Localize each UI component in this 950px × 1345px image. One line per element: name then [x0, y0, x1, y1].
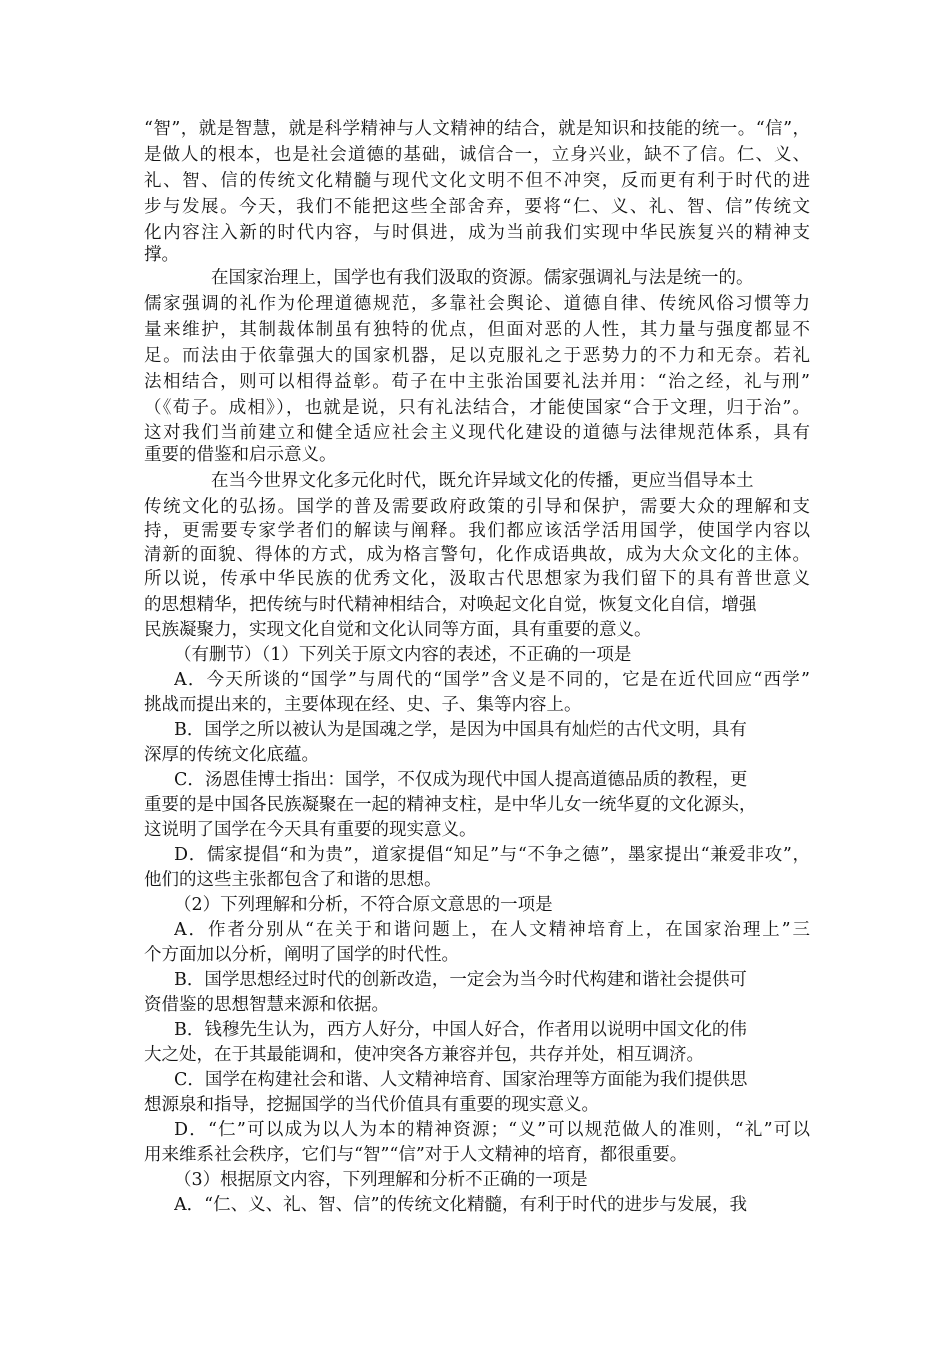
- option-line: A．今天所谈的“国学”与周代的“国学”含义是不同的，它是在近代回应“西学”: [174, 670, 810, 690]
- text-line: 礼、智、信的传统文化精髓与现代文化文明不但不冲突，反而更有利于时代的进: [144, 171, 810, 191]
- option-line: 他们的这些主张都包含了和谐的思想。: [144, 870, 442, 890]
- question-heading: （3）根据原文内容，下列理解和分析不正确的一项是: [174, 1170, 588, 1190]
- text-line: 化内容注入新的时代内容，与时俱进，成为当前我们实现中华民族复兴的精神支: [144, 223, 810, 243]
- text-line: 是做人的根本，也是社会道德的基础，诚信合一，立身兴业，缺不了信。仁、义、: [144, 145, 810, 165]
- question-heading: （2）下列理解和分析，不符合原文意思的一项是: [174, 895, 553, 915]
- option-line: 想源泉和指导，挖掘国学的当代价值具有重要的现实意义。: [144, 1095, 599, 1115]
- text-line: “智”，就是智慧，就是科学精神与人文精神的结合，就是知识和技能的统一。“信”，: [144, 119, 810, 139]
- option-line: D．“仁”可以成为以人为本的精神资源；“义”可以规范做人的准则，“礼”可以: [174, 1120, 810, 1140]
- option-line: A．作者分别从“在关于和谐问题上，在人文精神培育上，在国家治理上”三: [174, 920, 810, 940]
- text-line: 足。而法由于依靠强大的国家机器，足以克服礼之于恶势力的不力和无奈。若礼: [144, 346, 810, 366]
- text-line: 传统文化的弘扬。国学的普及需要政府政策的引导和保护，需要大众的理解和支: [144, 497, 810, 517]
- option-line: B．钱穆先生认为，西方人好分，中国人好合，作者用以说明中国文化的伟: [174, 1020, 747, 1040]
- option-line: C．汤恩佳博士指出：国学，不仅成为现代中国人提高道德品质的教程，更: [174, 770, 748, 790]
- text-line: 的思想精华，把传统与时代精神相结合，对唤起文化自觉，恢复文化自信，增强: [144, 595, 757, 615]
- option-line: 资借鉴的思想智慧来源和依据。: [144, 995, 389, 1015]
- text-line: 清新的面貌、得体的方式，成为格言警句，化作成语典故，成为大众文化的主体。: [144, 545, 810, 565]
- text-line: 持，更需要专家学者们的解读与阐释。我们都应该活学活用国学，使国学内容以: [144, 521, 810, 541]
- text-line: 这对我们当前建立和健全适应社会主义现代化建设的道德与法律规范体系，具有: [144, 423, 810, 443]
- text-line: 所以说，传承中华民族的优秀文化，汲取古代思想家为我们留下的具有普世意义: [144, 569, 810, 589]
- option-line: 大之处，在于其最能调和，使冲突各方兼容并包，共存并处，相互调济。: [144, 1045, 704, 1065]
- question-heading: （有删节）（1）下列关于原文内容的表述，不正确的一项是: [174, 645, 632, 665]
- option-line: 个方面加以分析，阐明了国学的时代性。: [144, 945, 459, 965]
- text-line: 法相结合，则可以相得益彰。荀子在中主张治国要礼法并用：“治之经，礼与刑”: [144, 372, 810, 392]
- option-line: 用来维系社会秩序，它们与“智”“信”对于人文精神的培育，都很重要。: [144, 1145, 688, 1165]
- option-line: 深厚的传统文化底蕴。: [144, 745, 319, 765]
- text-line: 撑。: [144, 245, 179, 265]
- option-line: 这说明了国学在今天具有重要的现实意义。: [144, 820, 477, 840]
- option-line: A．“仁、义、礼、智、信”的传统文化精髓，有利于时代的进步与发展，我: [174, 1195, 748, 1215]
- text-line: 儒家强调的礼作为伦理道德规范，多靠社会舆论、道德自律、传统风俗习惯等力: [144, 294, 810, 314]
- text-line: 在国家治理上，国学也有我们汲取的资源。儒家强调礼与法是统一的。: [211, 268, 754, 288]
- option-line: D．儒家提倡“和为贵”，道家提倡“知足”与“不争之德”，墨家提出“兼爱非攻”，: [174, 845, 810, 865]
- text-line: 量来维护，其制裁体制虽有独特的优点，但面对恶的人性，其力量与强度都显不: [144, 320, 810, 340]
- option-line: 挑战而提出来的，主要体现在经、史、子、集等内容上。: [144, 695, 582, 715]
- text-line: （《荀子。成相》），也就是说，只有礼法结合，才能使国家“合于文理，归于治”。: [144, 398, 810, 418]
- text-line: 重要的借鉴和启示意义。: [144, 445, 337, 465]
- text-line: 民族凝聚力，实现文化自觉和文化认同等方面，具有重要的意义。: [144, 620, 652, 640]
- text-line: 在当今世界文化多元化时代，既允许异域文化的传播，更应当倡导本土: [211, 471, 754, 491]
- option-line: C．国学在构建社会和谐、人文精神培育、国家治理等方面能为我们提供思: [174, 1070, 748, 1090]
- option-line: B．国学思想经过时代的创新改造，一定会为当今时代构建和谐社会提供可: [174, 970, 747, 990]
- option-line: B．国学之所以被认为是国魂之学，是因为中国具有灿烂的古代文明，具有: [174, 720, 747, 740]
- option-line: 重要的是中国各民族凝聚在一起的精神支柱，是中华儿女一统华夏的文化源头，: [144, 795, 757, 815]
- text-line: 步与发展。今天，我们不能把这些全部舍弃，要将“仁、义、礼、智、信”传统文: [144, 197, 810, 217]
